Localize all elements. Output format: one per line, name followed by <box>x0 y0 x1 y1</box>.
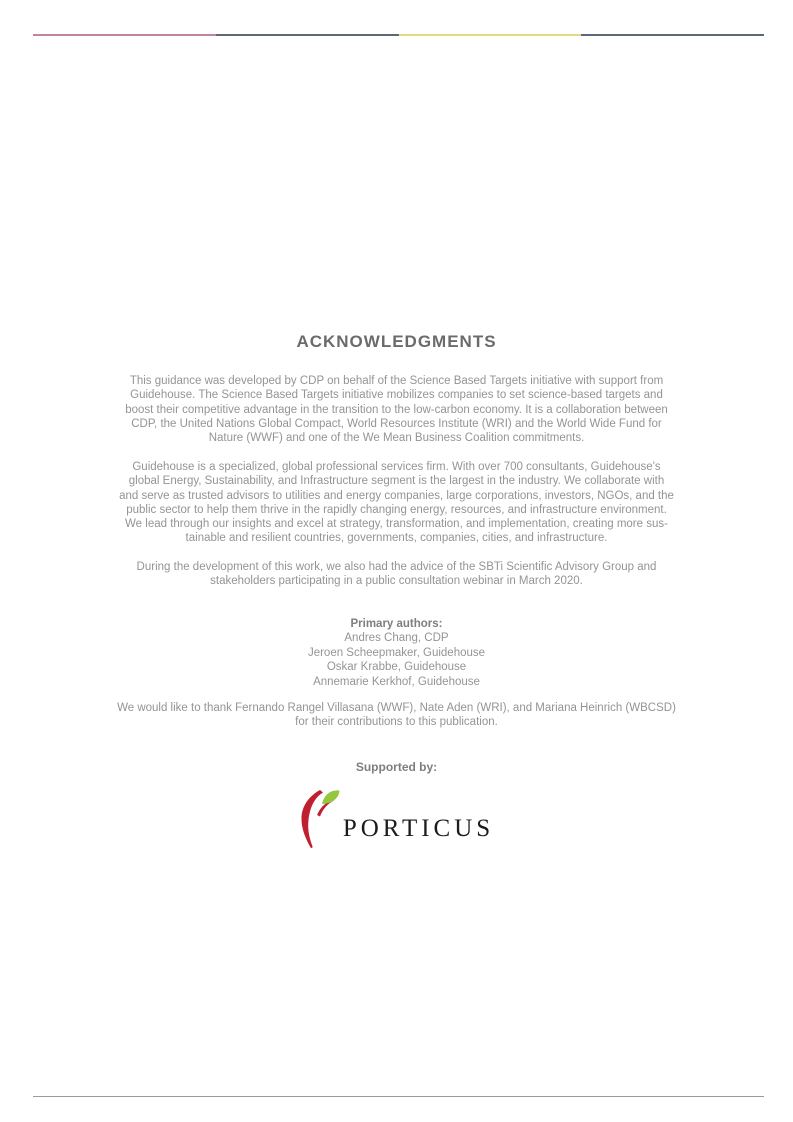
text-line: This guidance was developed by CDP on behalf of the Science Based Targets initiative with support from <box>129 375 664 387</box>
text-line: global Energy, Sustainability, and Infrastructure segment is the largest in the industry. We collaborate with <box>128 475 665 488</box>
text-line: Guidehouse is a specialized, global professional services firm. With over 700 consultants, Guidehouse's <box>132 461 661 473</box>
text-line: We lead through our insights and excel at strategy, transformation, and implementation, creating more sus- <box>125 518 668 531</box>
text-line: Nature (WWF) and one of the We Mean Business Coalition commitments. <box>208 432 585 445</box>
page-title: ACKNOWLEDGMENTS <box>296 332 497 351</box>
porticus-logo-icon <box>299 789 341 849</box>
text-line: tainable and resilient countries, governments, companies, cities, and infrastructure. <box>185 532 608 545</box>
text-line: stakeholders participating in a public consultation webinar in March 2020. <box>210 575 583 588</box>
paragraph-thanks <box>70 701 723 730</box>
author-name: Jeroen Scheepmaker, Guidehouse <box>307 646 486 659</box>
text-line: and serve as trusted advisors to utilities and energy companies, large corporations, investors, NGOs, and the <box>119 489 674 502</box>
text-line: for their contributions to this publication. <box>295 716 498 729</box>
rule-segment-slate-2 <box>581 34 764 36</box>
paragraph-guidehouse-description <box>70 460 723 546</box>
supported-by-label: Supported by: <box>355 760 438 774</box>
paragraph-sbti-attribution <box>70 374 723 445</box>
author-name: Andres Chang, CDP <box>344 632 449 645</box>
porticus-logo-text: PORTICUS <box>342 815 495 842</box>
author-name: Oskar Krabbe, Guidehouse <box>326 661 467 674</box>
rule-segment-pink <box>33 34 216 36</box>
author-name: Annemarie Kerkhof, Guidehouse <box>313 675 480 688</box>
text-line: boost their competitive advantage in the transition to the low-carbon economy. It is a collaboration between <box>125 403 668 416</box>
primary-authors-list <box>70 631 723 689</box>
paragraph-advisory-group <box>70 560 723 589</box>
text-line: public sector to help them thrive in the rapidly changing energy, resources, and infrastructure environment. <box>126 503 667 516</box>
logo-red-swoosh <box>301 790 323 848</box>
top-decorative-rule <box>33 34 764 36</box>
logo-green-leaf <box>322 790 340 804</box>
text-line: During the development of this work, we also had the advice of the SBTi Scientific Advisory Group and <box>136 561 657 573</box>
primary-authors-block <box>70 617 723 689</box>
text-line: CDP, the United Nations Global Compact, World Resources Institute (WRI) and the World Wide Fund for <box>131 417 662 430</box>
primary-authors-title: Primary authors: <box>350 618 443 630</box>
rule-segment-yellow <box>399 34 582 36</box>
porticus-logo <box>0 789 793 849</box>
text-line: Guidehouse. The Science Based Targets initiative mobilizes companies to set science-based targets and <box>130 389 663 402</box>
text-line: We would like to thank Fernando Rangel Villasana (WWF), Nate Aden (WRI), and Mariana Heinrich (WBCSD) <box>117 702 676 714</box>
bottom-divider <box>33 1096 764 1097</box>
rule-segment-slate-1 <box>216 34 399 36</box>
